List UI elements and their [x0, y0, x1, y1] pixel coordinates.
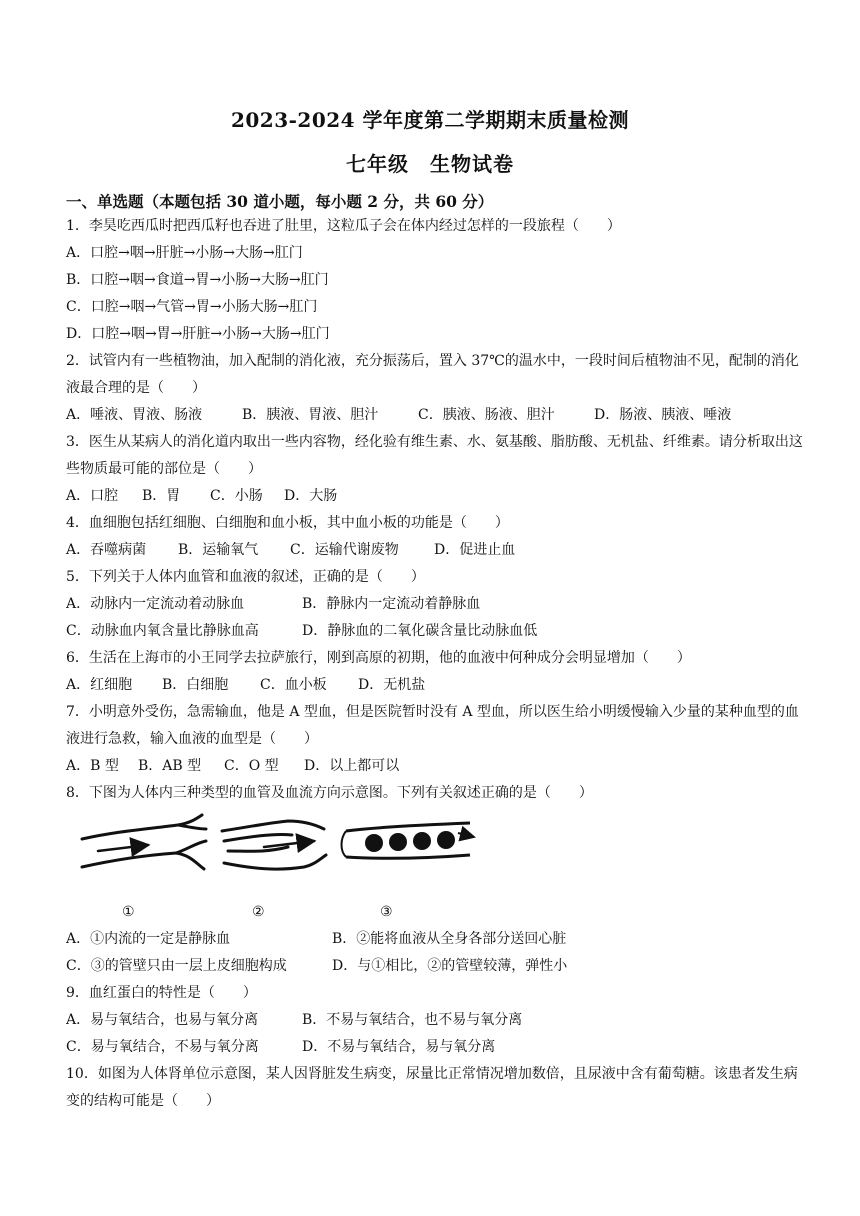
question-stem: 5．下列关于人体内血管和血液的叙述，正确的是（ ）: [66, 569, 425, 585]
option: C．胰液、肠液、胆汁: [418, 407, 555, 423]
option: B．AB 型: [138, 758, 202, 774]
option: A．口腔: [66, 488, 119, 504]
blood-vessel-diagram: [78, 811, 498, 895]
option: C．运输代谢废物: [290, 542, 399, 558]
option: D．不易与氧结合，易与氧分离: [302, 1039, 496, 1055]
question-stem: 4．血细胞包括红细胞、白细胞和血小板，其中血小板的功能是（ ）: [66, 515, 509, 531]
option-row: [66, 483, 806, 510]
option: B．②能将血液从全身各部分送回心脏: [332, 931, 567, 947]
figure-label: ③: [380, 904, 393, 920]
option: C．③的管壁只由一层上皮细胞构成: [66, 958, 287, 974]
option-row: [66, 591, 806, 618]
option: A．吞噬病菌: [66, 542, 147, 558]
option-row: [66, 537, 806, 564]
option: C．血小板: [260, 677, 327, 693]
option: A．B 型: [66, 758, 119, 774]
question-stem: 9．血红蛋白的特性是（ ）: [66, 985, 257, 1001]
option: A．唾液、胃液、肠液: [66, 407, 203, 423]
question-stem: 1．李昊吃西瓜时把西瓜籽也吞进了肚里，这粒瓜子会在体内经过怎样的一段旅程（ ）: [66, 218, 621, 234]
question-stem: 10．如图为人体肾单位示意图，某人因肾脏发生病变，尿量比正常情况增加数倍，且尿液中含有葡萄糖。该患者发生病变的结构可能是（ ）: [66, 1066, 798, 1109]
blood-cell: [413, 832, 431, 850]
option: B．静脉内一定流动着静脉血: [302, 596, 481, 612]
figure-label: ①: [122, 904, 135, 920]
artery-vessel: [82, 815, 206, 869]
question-list: [66, 213, 806, 1115]
option: B．白细胞: [162, 677, 229, 693]
option: B．胃: [142, 488, 181, 504]
option-row: [66, 953, 806, 980]
blood-cell: [365, 834, 383, 852]
option: A．易与氧结合，也易与氧分离: [66, 1012, 259, 1028]
option: C．O 型: [224, 758, 279, 774]
vein-vessel: [222, 821, 326, 869]
option: A．红细胞: [66, 677, 133, 693]
blood-cell: [389, 833, 407, 851]
option: D．静脉血的二氧化碳含量比动脉血低: [302, 623, 538, 639]
option: D．口腔→咽→胃→肝脏→小肠→大肠→肛门: [66, 326, 330, 342]
option: C．口腔→咽→气管→胃→小肠大肠→肛门: [66, 299, 318, 315]
figure-label: ②: [252, 904, 265, 920]
option: D．以上都可以: [304, 758, 400, 774]
exam-subtitle: 七年级 生物试卷: [346, 152, 514, 176]
option-row: [66, 1034, 806, 1061]
question-stem: 7．小明意外受伤，急需输血，他是 A 型血，但是医院暂时没有 A 型血，所以医生给小明缓慢输入少量的某种血型的血液进行急救，输入血液的血型是（ ）: [66, 704, 799, 747]
option: D．肠液、胰液、唾液: [594, 407, 732, 423]
blood-cell: [437, 831, 455, 849]
option: A．口腔→咽→肝脏→小肠→大肠→肛门: [66, 245, 303, 261]
option-row: [66, 926, 806, 953]
option: B．运输氧气: [178, 542, 259, 558]
option: D．无机盐: [358, 677, 426, 693]
question-stem: 3．医生从某病人的消化道内取出一些内容物，经化验有维生素、水、氨基酸、脂肪酸、无机盐、纤维素。请分析取出这些物质最可能的部位是（ ）: [66, 434, 803, 477]
option: C．动脉血内氧含量比静脉血高: [66, 623, 259, 639]
option-row: [66, 672, 806, 699]
option: D．与①相比，②的管壁较薄，弹性小: [332, 958, 568, 974]
option: A．①内流的一定是静脉血: [66, 931, 231, 947]
option: D．大肠: [284, 488, 338, 504]
option: D．促进止血: [434, 542, 516, 558]
option: B．胰液、胃液、胆汁: [242, 407, 379, 423]
option: C．易与氧结合，不易与氧分离: [66, 1039, 259, 1055]
option-row: [66, 1007, 806, 1034]
option-row: [66, 402, 806, 429]
option: C．小肠: [210, 488, 263, 504]
option: B．不易与氧结合，也不易与氧分离: [302, 1012, 523, 1028]
exam-title: 2023-2024 学年度第二学期期末质量检测: [230, 108, 630, 132]
blood-vessel-figure: [66, 807, 806, 899]
option: B．口腔→咽→食道→胃→小肠→大肠→肛门: [66, 272, 329, 288]
question-stem: 2．试管内有一些植物油，加入配制的消化液，充分振荡后，置入 37℃的温水中，一段时间后植物油不见，配制的消化液最合理的是（ ）: [66, 353, 799, 396]
section-title: 一、单选题（本题包括 30 道小题，每小题 2 分，共 60 分）: [66, 192, 494, 211]
capillary-vessel: [342, 823, 475, 858]
question-stem: 8．下图为人体内三种类型的血管及血流方向示意图。下列有关叙述正确的是（ ）: [66, 785, 593, 801]
option: A．动脉内一定流动着动脉血: [66, 596, 245, 612]
question-stem: 6．生活在上海市的小王同学去拉萨旅行，刚到高原的初期，他的血液中何种成分会明显增加（ ）: [66, 650, 691, 666]
option-row: [66, 618, 806, 645]
figure-labels: [66, 899, 806, 926]
option-row: [66, 753, 806, 780]
